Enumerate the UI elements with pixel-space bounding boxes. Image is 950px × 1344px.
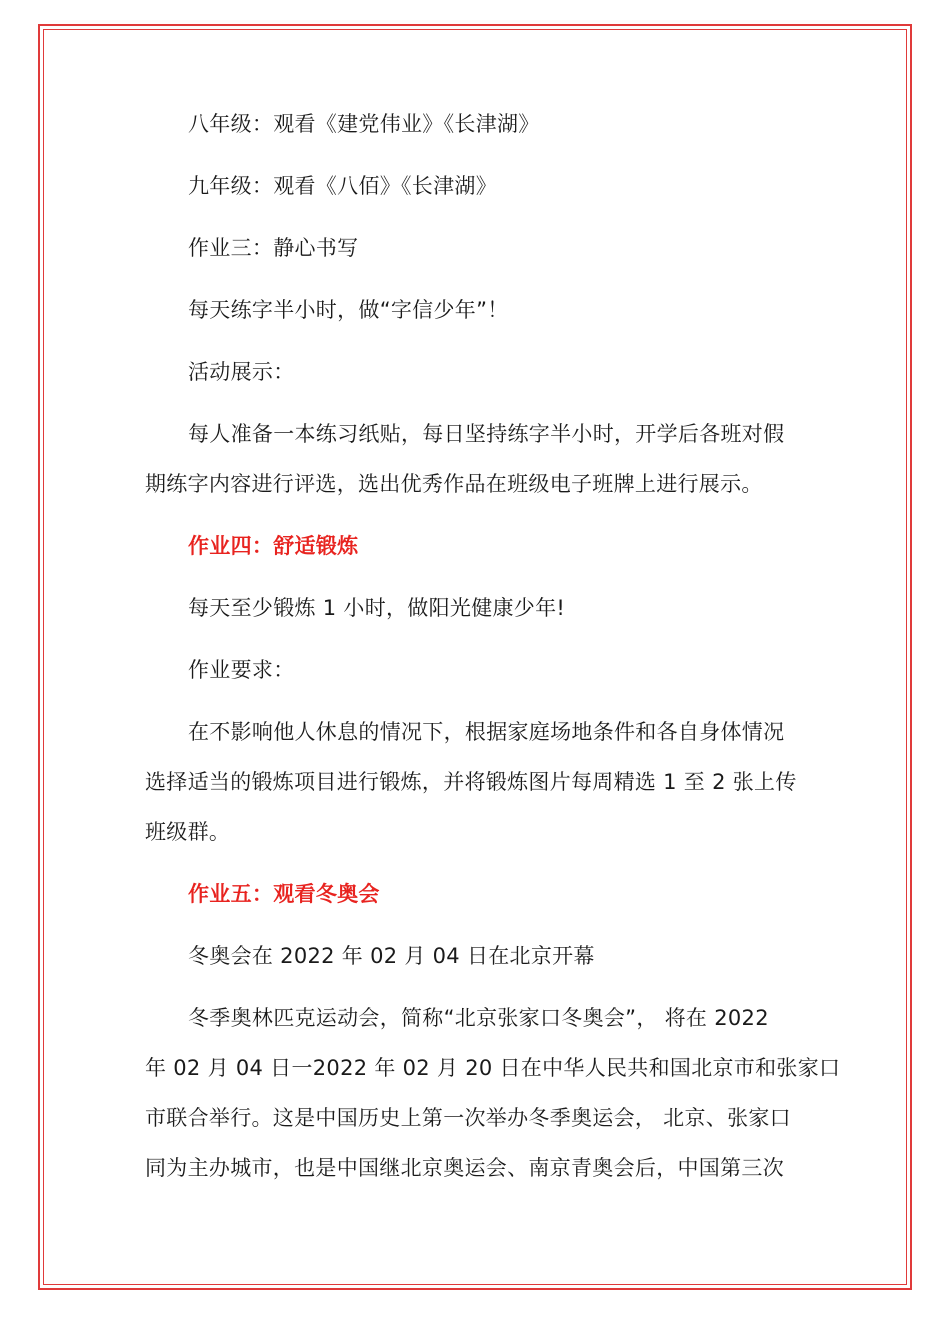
label-requirements: 作业要求： [188,658,295,682]
heading-homework-4: 作业四：舒适锻炼 [188,534,359,558]
page-border-inner [43,29,907,1285]
paragraph-olympics-line-1: 冬季奥林匹克运动会，简称“北京张家口冬奥会”， 将在 2022 [188,1006,769,1030]
paragraph-grade9: 九年级：观看《八佰》《长津湖》 [188,174,497,198]
paragraph-requirements-line-2: 选择适当的锻炼项目进行锻炼，并将锻炼图片每周精选 1 至 2 张上传 [145,770,797,794]
paragraph-grade8: 八年级：观看《建党伟业》《长津湖》 [188,112,540,136]
paragraph-calligraphy: 每天练字半小时，做“字信少年”！ [188,298,509,322]
paragraph-display-line-2: 期练字内容进行评选，选出优秀作品在班级电子班牌上进行展示。 [145,472,763,496]
heading-homework-5: 作业五：观看冬奥会 [188,882,380,906]
paragraph-display-line-1: 每人准备一本练习纸贴，每日坚持练字半小时，开学后各班对假 [188,422,785,446]
section-homework-3: 作业三：静心书写 [188,236,359,260]
paragraph-requirements-line-1: 在不影响他人休息的情况下，根据家庭场地条件和各自身体情况 [188,720,785,744]
paragraph-exercise: 每天至少锻炼 1 小时，做阳光健康少年! [188,596,566,620]
paragraph-olympics-line-3: 市联合举行。这是中国历史上第一次举办冬季奥运会， 北京、张家口 [145,1106,791,1130]
label-activity-display: 活动展示： [188,360,295,384]
paragraph-requirements-line-3: 班级群。 [145,820,231,844]
paragraph-olympics-line-2: 年 02 月 04 日一2022 年 02 月 20 日在中华人民共和国北京市和张家口 [145,1056,841,1080]
paragraph-olympics-line-4: 同为主办城市，也是中国继北京奥运会、南京青奥会后，中国第三次 [145,1156,784,1180]
paragraph-olympics-opening: 冬奥会在 2022 年 02 月 04 日在北京开幕 [188,944,595,968]
